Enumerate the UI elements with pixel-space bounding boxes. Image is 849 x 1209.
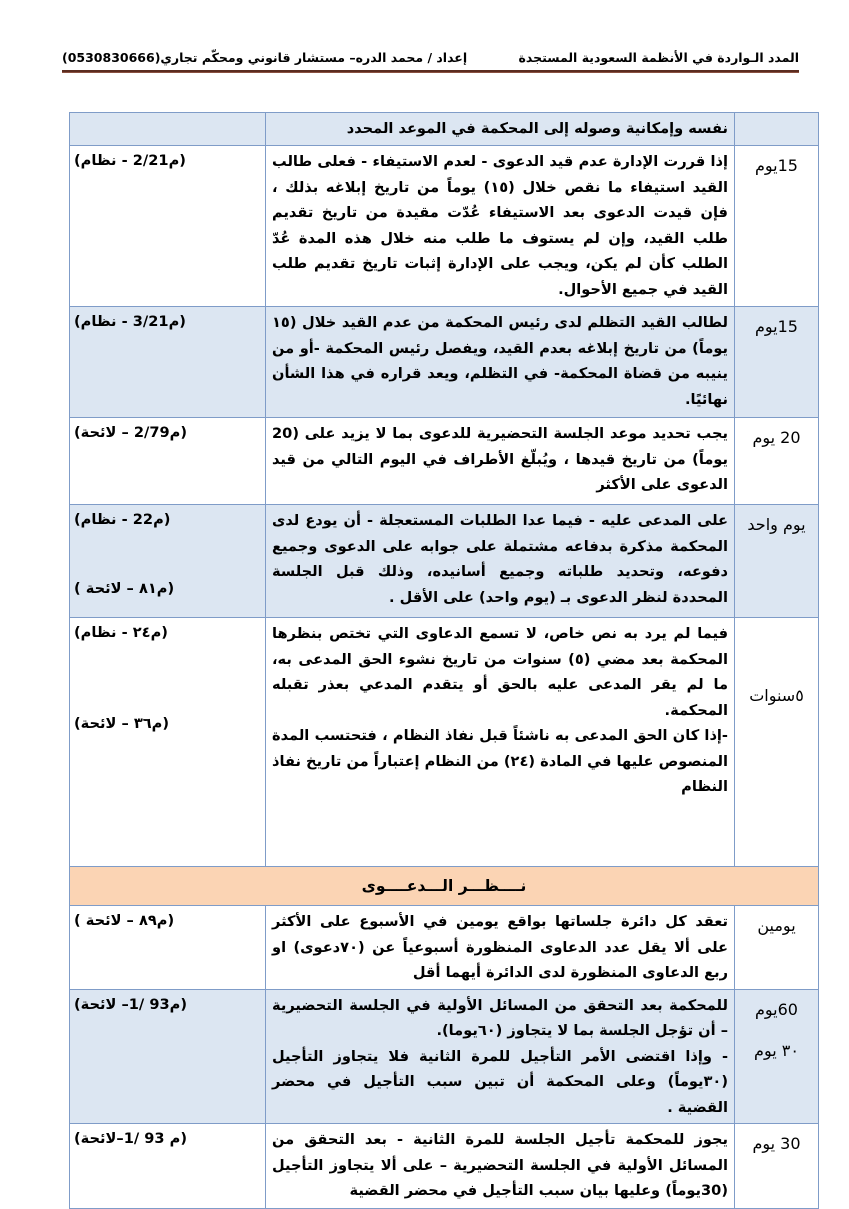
durations-table [69, 112, 806, 1209]
reference: (م٣٦ – لائحة) [74, 715, 170, 732]
duration-value: ٣٠ يوم [754, 1040, 799, 1060]
text-cell [266, 418, 735, 505]
duration-value: يومين [757, 916, 796, 935]
header-rule [62, 70, 799, 73]
header-title: المدد الـواردة في الأنظمة السعودية المستجدة [518, 50, 799, 65]
table-row [70, 989, 819, 1124]
duration-cell [735, 418, 819, 505]
duration-value: يوم واحد [747, 515, 806, 534]
row-text: إذا قررت الإدارة عدم قيد الدعوى - لعدم الاستيفاء - فعلى طالب القيد استيفاء ما نقص خلال (١٥) يوماً من تاريخ إبلاغه بذلك ، فإن قيدت الدعوى بعد الاستيفاء عُدّت مقيدة من تاريخ تقديم طلب القيد، وإن لم يستوف ما طلب منه خلال هذه المدة عُدّ الطلب كأن لم يكن، ويجب على الإدارة إثبات تاريخ تقديم طلب القيد في جميع الأحوال. [272, 153, 729, 298]
row-text: للمحكمة بعد التحقق من المسائل الأولية في الجلسة التحضيرية – أن تؤجل الجلسة بما لا يتجاوز (٦٠يوما). [272, 996, 728, 1039]
text-cell [266, 307, 735, 418]
reference: (م٨٩ – لائحة ) [74, 912, 175, 929]
reference: (م3/21 - نظام) [74, 313, 186, 330]
reference: (م٨١ – لائحة ) [74, 580, 175, 597]
section-row [70, 867, 819, 906]
text-cell [266, 906, 735, 990]
reference-cell [70, 113, 266, 146]
reference: (م2/79 – لائحة) [74, 424, 188, 441]
row-text: تعقد كل دائرة جلساتها بواقع يومين في الأسبوع على الأكثر على ألا يقل عدد الدعاوى المنظورة أسبوعياً عن (٧٠دعوى) او ربع الدعاوى المنظورة لدى الدائرة أيهما أقل [272, 913, 729, 981]
text-cell [266, 618, 735, 867]
duration-cell [735, 505, 819, 618]
table-row [70, 418, 819, 505]
reference: (م22 - نظام) [74, 511, 171, 528]
reference-cell [70, 307, 266, 418]
reference-cell [70, 618, 266, 867]
text-cell [266, 113, 735, 146]
reference-cell [70, 989, 266, 1124]
header-author: إعداد / محمد الدره– مستشار قانوني ومحكّم تجاري(0530830666) [62, 50, 468, 65]
row-text: يجب تحديد موعد الجلسة التحضيرية للدعوى بما لا يزيد على (20 يوماً) من تاريخ قيدها ، ويُبلّغ الأطراف في اليوم التالي من قيد الدعوى على الأكثر [272, 425, 728, 493]
duration-value: 15يوم [755, 317, 798, 336]
reference: (م2/21 - نظام) [74, 152, 186, 169]
duration-value: 15يوم [755, 156, 798, 175]
duration-value: 30 يوم [752, 1134, 801, 1153]
duration-cell [735, 906, 819, 990]
text-cell [266, 505, 735, 618]
reference-cell [70, 505, 266, 618]
reference-cell [70, 906, 266, 990]
page-header [62, 46, 799, 74]
table-row [70, 1124, 819, 1209]
row-text: لطالب القيد التظلم لدى رئيس المحكمة من عدم القيد خلال (١٥ يوماً) من تاريخ إبلاغه بعدم القيد، ويفصل رئيس المحكمة -أو من ينيبه من قضاة المحكمة- في التظلم، ويعد قراره في هذا الشأن نهائيًا. [272, 314, 728, 408]
reference: (م93 /1– لائحة) [74, 995, 188, 1013]
reference: (م٢٤ - نظام) [74, 624, 168, 641]
reference-cell [70, 146, 266, 307]
duration-cell [735, 307, 819, 418]
table-row [70, 505, 819, 618]
table-row [70, 113, 819, 146]
text-cell [266, 146, 735, 307]
text-cell [266, 1124, 735, 1209]
table-row [70, 146, 819, 307]
duration-cell [735, 989, 819, 1124]
reference-cell [70, 1124, 266, 1209]
row-text: نفسه وإمكانية وصوله إلى المحكمة في الموعد المحدد [346, 120, 728, 137]
row-text: يجوز للمحكمة تأجيل الجلسة للمرة الثانية - بعد التحقق من المسائل الأولية في الجلسة التحضيرية – على ألا يتجاوز التأجيل (30يوماً) وعليها بيان سبب التأجيل في محضر القضية [272, 1131, 728, 1199]
duration-value: 20 يوم [752, 428, 801, 447]
text-cell [266, 989, 735, 1124]
row-text: - وإذا اقتضى الأمر التأجيل للمرة الثانية فلا يتجاوز التأجيل (٣٠يوماً) وعلى المحكمة أن تبين سبب التأجيل في محضر القضية . [272, 1047, 728, 1116]
reference-cell [70, 418, 266, 505]
table-row [70, 307, 819, 418]
row-text: -إذا كان الحق المدعى به ناشئاً قبل نفاذ النظام ، فتحتسب المدة المنصوص عليها في المادة (٢٤) من النظام إعتباراً من تاريخ نفاذ النظام [272, 727, 729, 795]
duration-cell [735, 618, 819, 867]
table-row [70, 906, 819, 990]
reference: (م 93 /1–لائحة) [74, 1130, 188, 1147]
row-text: على المدعى عليه - فيما عدا الطلبات المستعجلة - أن يودع لدى المحكمة مذكرة بدفاعه مشتملة على جوابه على الدعوى وجميع دفوعه، وتحديد طلباته وجميع أسانيده، وذلك قبل الجلسة المحددة لنظر الدعوى بـ (يوم واحد) على الأقل . [272, 512, 728, 606]
duration-cell [735, 1124, 819, 1209]
duration-cell [735, 146, 819, 307]
duration-value: 60يوم [755, 999, 798, 1019]
section-title: نــــظـــر الـــدعــــوى [70, 867, 819, 906]
duration-value: ٥سنوات [749, 686, 804, 705]
table-row [70, 618, 819, 867]
duration-cell [735, 113, 819, 146]
row-text: فيما لم يرد به نص خاص، لا تسمع الدعاوى التي تختص بنظرها المحكمة بعد مضي (٥) سنوات من تاريخ نشوء الحق المدعى به، ما لم يقر المدعى عليه بالحق أو يتقدم المدعي بعذر تقبله المحكمة. [272, 625, 728, 719]
